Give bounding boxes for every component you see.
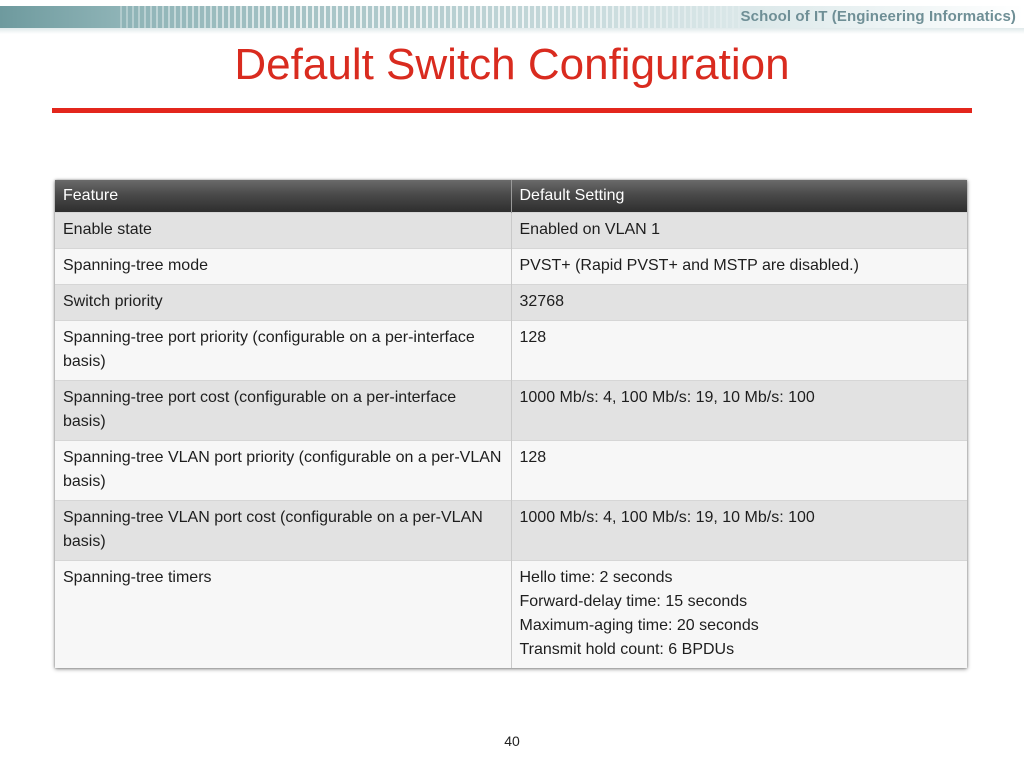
- table-row: [55, 321, 967, 381]
- table-row: [55, 561, 967, 669]
- setting-cell: Enabled on VLAN 1: [511, 213, 967, 249]
- slide-title: Default Switch Configuration: [234, 40, 790, 89]
- setting-cell: 128: [511, 441, 967, 501]
- banner-barcode-decoration: [120, 6, 740, 30]
- setting-cell: 1000 Mb/s: 4, 100 Mb/s: 19, 10 Mb/s: 100: [511, 501, 967, 561]
- table-row: [55, 501, 967, 561]
- feature-cell: Switch priority: [55, 285, 511, 321]
- timer-max-aging: Maximum-aging time: 20 seconds: [519, 617, 759, 634]
- timer-transmit-hold: Transmit hold count: 6 BPDUs: [519, 641, 735, 658]
- table-row: [55, 441, 967, 501]
- setting-cell: PVST+ (Rapid PVST+ and MSTP are disabled.): [511, 249, 967, 285]
- setting-cell: 32768: [511, 285, 967, 321]
- feature-cell: Spanning-tree port cost (configurable on a per-interface basis): [55, 381, 511, 441]
- setting-cell: 1000 Mb/s: 4, 100 Mb/s: 19, 10 Mb/s: 100: [511, 381, 967, 441]
- page-number: 40: [504, 733, 520, 749]
- column-header-default-setting: Default Setting: [511, 180, 967, 213]
- default-settings-table: [55, 180, 967, 668]
- feature-cell: Spanning-tree VLAN port cost (configurable on a per-VLAN basis): [55, 501, 511, 561]
- feature-cell: Spanning-tree VLAN port priority (configurable on a per-VLAN basis): [55, 441, 511, 501]
- school-name: School of IT (Engineering Informatics): [740, 8, 1016, 25]
- table-row: [55, 285, 967, 321]
- table-header-row: [55, 180, 967, 213]
- table-row: [55, 213, 967, 249]
- feature-cell: Enable state: [55, 213, 511, 249]
- feature-cell: Spanning-tree port priority (configurable on a per-interface basis): [55, 321, 511, 381]
- title-underline: [52, 108, 972, 113]
- table-row: [55, 249, 967, 285]
- feature-cell: Spanning-tree timers: [55, 561, 511, 669]
- header-banner: [0, 0, 1024, 34]
- column-header-feature: Feature: [55, 180, 511, 213]
- banner-fade: [0, 28, 1024, 34]
- timer-forward-delay: Forward-delay time: 15 seconds: [519, 593, 748, 610]
- table-row: [55, 381, 967, 441]
- feature-cell: Spanning-tree mode: [55, 249, 511, 285]
- setting-cell-timers: [511, 561, 967, 669]
- timer-hello: Hello time: 2 seconds: [519, 569, 673, 586]
- setting-cell: 128: [511, 321, 967, 381]
